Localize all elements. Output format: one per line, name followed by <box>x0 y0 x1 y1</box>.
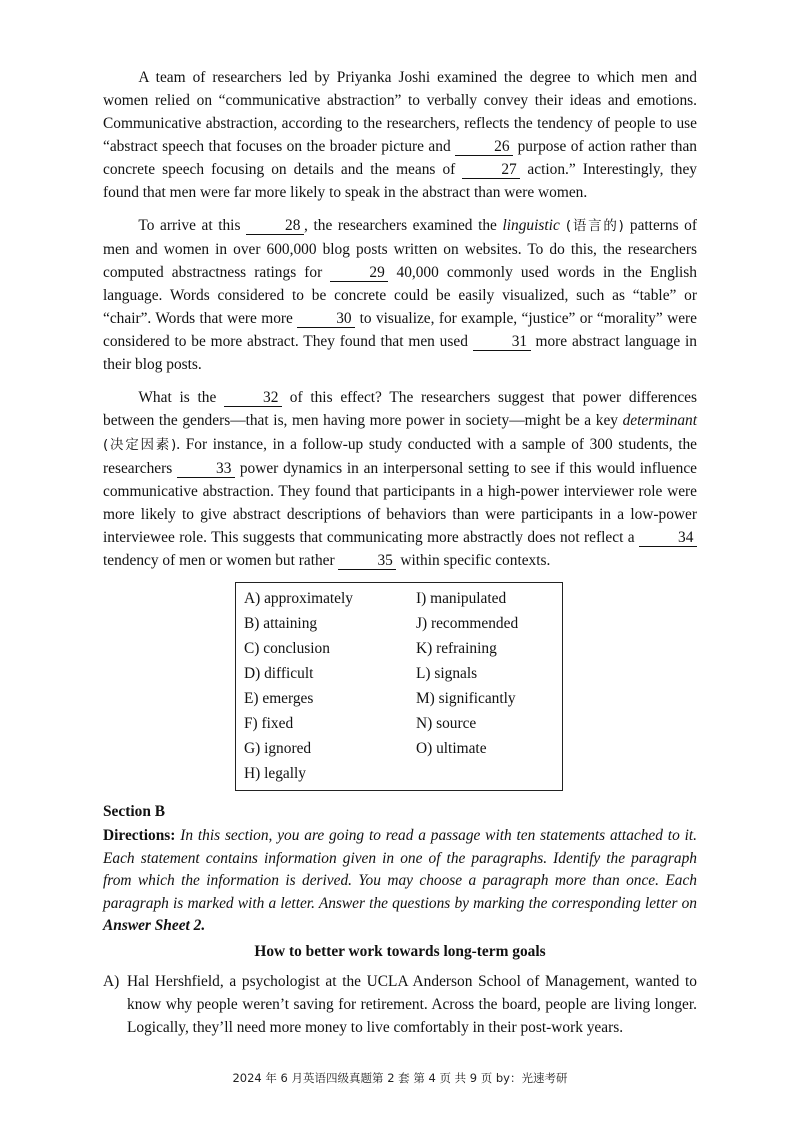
blank-31[interactable]: 31 <box>473 334 531 351</box>
word-option: M) significantly <box>416 690 516 707</box>
word-option: B) attaining <box>244 615 318 632</box>
chinese-gloss: (决定因素) <box>103 437 177 453</box>
word-option: H) legally <box>244 765 306 782</box>
blank-32[interactable]: 32 <box>224 390 282 407</box>
paragraph-text: Hal Hershfield, a psychologist at the UCLA Anderson School of Management, wanted to know why people weren’t saving for retirement. Across the board, people are living longer. Logically, they’ll need more money to live comfortably in their post-work years. <box>127 972 697 1036</box>
blank-35[interactable]: 35 <box>338 553 396 570</box>
word-option: C) conclusion <box>244 640 330 657</box>
blank-34[interactable]: 34 <box>639 530 697 547</box>
exam-page <box>103 66 697 1039</box>
text: . For instance, in a follow-up study conducted with a sample of 300 students, the researchers <box>103 436 697 477</box>
italic-term: linguistic <box>502 217 560 234</box>
blank-26[interactable]: 26 <box>455 139 513 156</box>
word-option: F) fixed <box>244 715 294 732</box>
text: purpose of action rather than concrete speech focusing on details and the means of <box>103 138 697 178</box>
text: A team of researchers led by Priyanka Joshi examined the degree to which men and women relied on “communicative abstraction” to verbally convey their ideas and emotions. Communicative abstraction, according to the researchers, reflects the tendency of people to use “abstract speech that focuses on the broader picture and <box>103 69 697 155</box>
paragraph-3 <box>103 386 697 572</box>
passage-paragraph-a <box>103 970 697 1039</box>
text: What is the <box>138 389 225 406</box>
text: more abstract language in their blog posts. <box>103 333 697 373</box>
text: of this effect? The researchers suggest that power differences between the genders—that is, men having more power in society—might be a key <box>103 389 697 429</box>
blank-33[interactable]: 33 <box>177 461 235 478</box>
word-option: N) source <box>416 715 477 732</box>
blank-28[interactable]: 28 <box>246 218 304 235</box>
chinese-gloss: (语言的) <box>559 218 630 234</box>
passage-title: How to better work towards long-term goals <box>254 942 546 960</box>
text: patterns of men and women in over 600,000 blog posts written on websites. To do this, the researchers computed abstractness ratings for <box>103 217 698 281</box>
paragraph-letter: A) <box>103 972 120 990</box>
word-option: L) signals <box>416 665 478 682</box>
word-option: G) ignored <box>244 740 312 757</box>
word-option: J) recommended <box>416 615 519 632</box>
directions-text: In this section, you are going to read a passage with ten statements attached to it. Each statement contains information given in one of the paragraphs. Identify the paragraph from which the information is derived. You may choose a paragraph more than once. Each paragraph is marked with a letter. Answer the questions by marking the corresponding letter on <box>103 827 697 912</box>
directions-label: Directions: <box>103 827 176 844</box>
blank-30[interactable]: 30 <box>297 311 355 328</box>
text: , the researchers examined the <box>304 217 503 234</box>
word-option: D) difficult <box>244 665 314 682</box>
word-option: A) approximately <box>244 590 353 607</box>
page-footer: 2024 年 6 月英语四级真题第 2 套 第 4 页 共 9 页 by：光速考研 <box>232 1071 568 1085</box>
word-option: O) ultimate <box>416 740 487 757</box>
section-title: Section B <box>103 803 165 820</box>
word-option: K) refraining <box>416 640 497 657</box>
paragraph-1 <box>103 66 697 204</box>
blank-29[interactable]: 29 <box>330 265 388 282</box>
text: To arrive at this <box>138 217 247 234</box>
directions <box>103 825 697 938</box>
italic-term: determinant <box>622 412 697 429</box>
word-bank <box>235 582 563 791</box>
text: 40,000 commonly used words in the English language. Words considered to be concrete could be easily visualized, such as “table” or “chair”. Words that were more <box>103 264 697 327</box>
text: within specific contexts. <box>396 552 551 569</box>
blank-27[interactable]: 27 <box>462 162 520 179</box>
word-option: I) manipulated <box>416 590 507 607</box>
word-option: E) emerges <box>244 690 314 707</box>
paragraph-2 <box>103 214 697 376</box>
text: power dynamics in an interpersonal setting to see if this would influence communicative abstraction. They found that participants in a high-power interviewer role were more likely to give abstract descriptions of behaviors than were participants in a low-power interviewee role. This suggests that communicating more abstractly does not reflect a <box>103 460 697 546</box>
text: to visualize, for example, “justice” or “morality” were considered to be more abstract. They found that men used <box>103 310 697 350</box>
text: tendency of men or women but rather <box>103 552 339 569</box>
text: action.” Interestingly, they found that men were far more likely to speak in the abstract than were women. <box>103 161 697 201</box>
answer-sheet-ref: Answer Sheet 2. <box>103 917 206 934</box>
